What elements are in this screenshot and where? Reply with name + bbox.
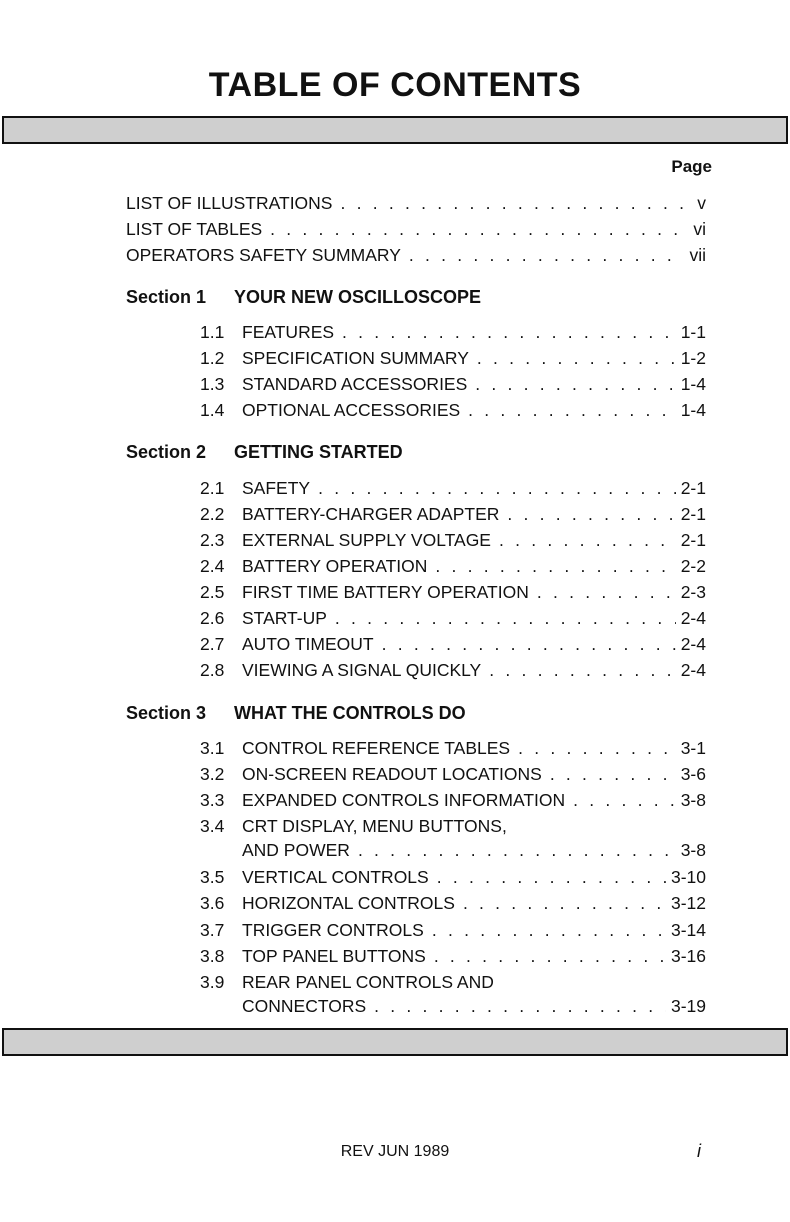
toc-entry-number: 2.3 <box>200 530 225 550</box>
dot-leader <box>477 348 676 369</box>
toc-entry-number: 3.5 <box>200 867 225 887</box>
toc-entry[interactable] <box>200 530 706 554</box>
toc-entry-title: FEATURES <box>242 322 335 342</box>
toc-entry-page: 3-1 <box>680 738 706 758</box>
toc-entry-title: BATTERY OPERATION <box>242 556 428 576</box>
toc-entry-page: 2-1 <box>680 530 706 550</box>
dot-leader <box>499 530 676 551</box>
toc-entry-title: AUTO TIMEOUT <box>242 634 374 654</box>
toc-entry[interactable] <box>200 660 706 684</box>
toc-entry-page: 1-2 <box>680 348 706 368</box>
toc-entry-page: 1-4 <box>680 374 706 394</box>
toc-entry[interactable] <box>200 348 706 372</box>
toc-entry-title: VIEWING A SIGNAL QUICKLY <box>242 660 482 680</box>
toc-entry[interactable] <box>200 582 706 606</box>
toc-entry[interactable] <box>200 556 706 580</box>
toc-entry-title: SPECIFICATION SUMMARY <box>242 348 469 368</box>
footer-rule-bar <box>2 1028 788 1056</box>
toc-entry-page: 2-4 <box>680 660 706 680</box>
toc-entry-number: 3.1 <box>200 738 225 758</box>
toc-entry-page: 1-4 <box>680 400 706 420</box>
toc-entry-title: OPTIONAL ACCESSORIES <box>242 400 461 420</box>
section-heading[interactable] <box>126 287 481 308</box>
toc-entry[interactable] <box>200 478 706 502</box>
toc-entry-title: ON-SCREEN READOUT LOCATIONS <box>242 764 542 784</box>
toc-entry-page: 3-16 <box>670 946 706 966</box>
section-title: GETTING STARTED <box>234 442 403 462</box>
toc-entry-title: TRIGGER CONTROLS <box>242 920 424 940</box>
toc-entry-number: 1.3 <box>200 374 225 394</box>
toc-entry[interactable] <box>200 374 706 398</box>
toc-entry-number: 3.3 <box>200 790 225 810</box>
toc-entry[interactable] <box>200 920 706 944</box>
toc-entry-number: 3.4 <box>200 816 225 836</box>
toc-entry-title: EXPANDED CONTROLS INFORMATION <box>242 790 566 810</box>
toc-entry-number: 2.7 <box>200 634 225 654</box>
toc-entry-number: 2.2 <box>200 504 225 524</box>
section-title: WHAT THE CONTROLS DO <box>234 703 466 723</box>
section-label: Section 1 <box>126 287 207 307</box>
toc-entry[interactable] <box>200 634 706 658</box>
toc-entry-title: OPERATORS SAFETY SUMMARY <box>126 245 401 265</box>
dot-leader <box>270 219 688 240</box>
toc-entry-first-line[interactable] <box>200 972 706 996</box>
dot-leader <box>468 400 676 421</box>
section-heading[interactable] <box>126 703 466 724</box>
toc-entry[interactable] <box>200 608 706 632</box>
dot-leader <box>435 556 675 577</box>
toc-entry-page: 2-1 <box>680 478 706 498</box>
toc-entry-page: 1-1 <box>680 322 706 342</box>
dot-leader <box>342 322 676 343</box>
toc-entry-title: CRT DISPLAY, MENU BUTTONS, <box>242 816 507 836</box>
toc-entry-title: SAFETY <box>242 478 311 498</box>
toc-entry[interactable] <box>200 764 706 788</box>
page-title: TABLE OF CONTENTS <box>208 66 582 104</box>
toc-entry[interactable] <box>200 946 706 970</box>
toc-entry[interactable] <box>200 867 706 891</box>
dot-leader <box>318 478 676 499</box>
toc-entry-number: 3.7 <box>200 920 225 940</box>
dot-leader <box>432 920 666 941</box>
toc-entry-page: 2-1 <box>680 504 706 524</box>
toc-entry-number: 1.4 <box>200 400 225 420</box>
toc-entry-title: START-UP <box>242 608 327 628</box>
toc-entry-continuation[interactable] <box>242 840 706 864</box>
dot-leader <box>409 245 685 266</box>
toc-entry-title: REAR PANEL CONTROLS AND <box>242 972 494 992</box>
toc-entry-page: 3-8 <box>680 790 706 810</box>
toc-entry-title: LIST OF TABLES <box>126 219 263 239</box>
toc-entry[interactable] <box>200 400 706 424</box>
toc-entry-page: 2-4 <box>680 634 706 654</box>
toc-entry-page: 3-8 <box>680 840 706 860</box>
dot-leader <box>518 738 676 759</box>
toc-entry-continuation[interactable] <box>242 996 706 1020</box>
toc-entry-number: 2.6 <box>200 608 225 628</box>
toc-entry-number: 3.9 <box>200 972 225 992</box>
page-number: i <box>697 1141 701 1161</box>
toc-entry-page: 3-14 <box>670 920 706 940</box>
toc-entry[interactable] <box>126 219 706 243</box>
toc-entry-page: 2-4 <box>680 608 706 628</box>
toc-entry-number: 2.1 <box>200 478 225 498</box>
dot-leader <box>463 893 666 914</box>
section-label: Section 3 <box>126 703 207 723</box>
toc-entry-title: TOP PANEL BUTTONS <box>242 946 426 966</box>
toc-entry-title: AND POWER <box>242 840 350 860</box>
toc-entry[interactable] <box>200 790 706 814</box>
revision-footer: REV JUN 1989 <box>340 1143 450 1160</box>
toc-entry-title: STANDARD ACCESSORIES <box>242 374 468 394</box>
toc-entry-page: vi <box>693 219 706 239</box>
toc-entry-page: vii <box>689 245 706 265</box>
section-title: YOUR NEW OSCILLOSCOPE <box>234 287 482 307</box>
toc-entry-title: CONNECTORS <box>242 996 367 1016</box>
dot-leader <box>489 660 675 681</box>
dot-leader <box>537 582 676 603</box>
dot-leader <box>550 764 676 785</box>
dot-leader <box>507 504 675 525</box>
toc-entry-first-line[interactable] <box>200 816 706 840</box>
toc-entry[interactable] <box>126 245 706 269</box>
toc-entry-number: 1.2 <box>200 348 225 368</box>
toc-entry-number: 3.8 <box>200 946 225 966</box>
toc-entry-title: HORIZONTAL CONTROLS <box>242 893 455 913</box>
toc-entry-number: 2.4 <box>200 556 225 576</box>
toc-entry-title: LIST OF ILLUSTRATIONS <box>126 193 333 213</box>
toc-entry[interactable] <box>200 738 706 762</box>
toc-entry-number: 2.5 <box>200 582 225 602</box>
dot-leader <box>358 840 676 861</box>
dot-leader <box>475 374 675 395</box>
toc-entry-page: 2-2 <box>680 556 706 576</box>
dot-leader <box>382 634 676 655</box>
toc-entry-title: EXTERNAL SUPPLY VOLTAGE <box>242 530 491 550</box>
section-heading[interactable] <box>126 442 403 463</box>
dot-leader <box>335 608 676 629</box>
toc-entry-number: 2.8 <box>200 660 225 680</box>
toc-entry[interactable] <box>200 893 706 917</box>
toc-entry-number: 1.1 <box>200 322 225 342</box>
toc-entry[interactable] <box>200 322 706 346</box>
toc-entry-page: 3-19 <box>670 996 706 1016</box>
toc-entry-page: 3-6 <box>680 764 706 784</box>
toc-entry-number: 3.6 <box>200 893 225 913</box>
toc-entry-title: BATTERY-CHARGER ADAPTER <box>242 504 500 524</box>
toc-entry-title: FIRST TIME BATTERY OPERATION <box>242 582 529 602</box>
dot-leader <box>573 790 676 811</box>
page-column-header: Page <box>671 157 712 176</box>
toc-entry-title: CONTROL REFERENCE TABLES <box>242 738 511 758</box>
toc-entry-page: 2-3 <box>680 582 706 602</box>
toc-entry-page: 3-10 <box>670 867 706 887</box>
dot-leader <box>374 996 666 1017</box>
header-rule-bar <box>2 116 788 144</box>
section-label: Section 2 <box>126 442 207 462</box>
dot-leader <box>340 193 692 214</box>
dot-leader <box>437 867 666 888</box>
dot-leader <box>434 946 666 967</box>
toc-entry-title: VERTICAL CONTROLS <box>242 867 429 887</box>
toc-entry-page: v <box>697 193 706 213</box>
toc-entry-page: 3-12 <box>670 893 706 913</box>
toc-entry[interactable] <box>126 193 706 217</box>
toc-entry-number: 3.2 <box>200 764 225 784</box>
toc-entry[interactable] <box>200 504 706 528</box>
